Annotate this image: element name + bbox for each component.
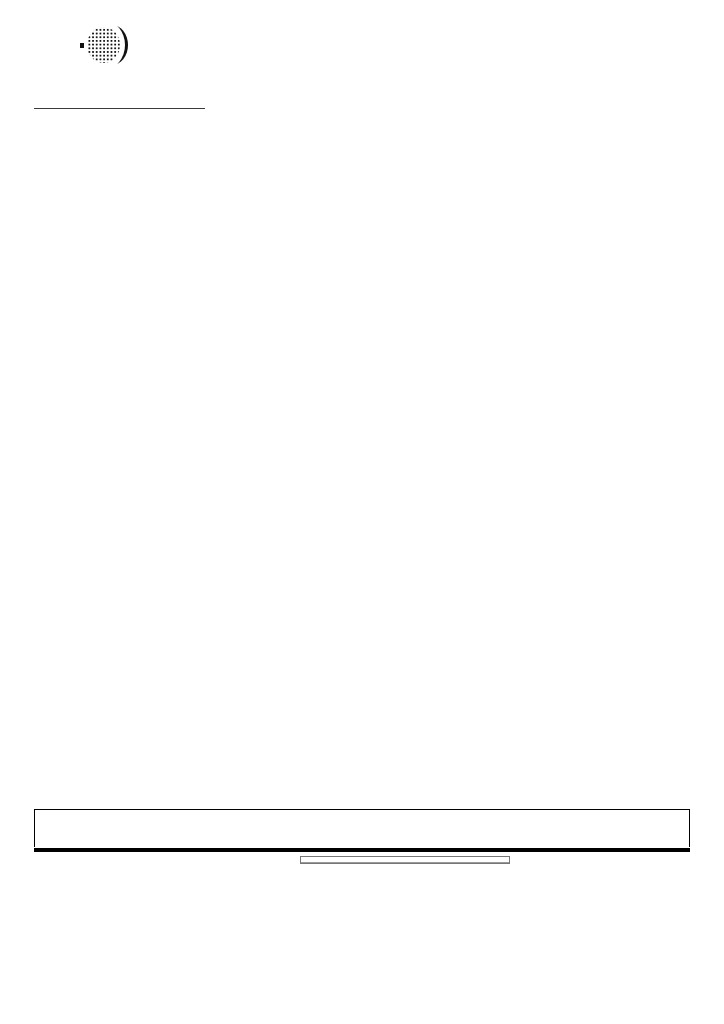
released-block: [136, 854, 196, 857]
seeded-teams-table: [300, 856, 510, 864]
prize-table: [34, 809, 690, 847]
seeded-teams-section: [300, 852, 510, 864]
retirements-section: [604, 852, 690, 870]
withdrawals-section: [516, 852, 604, 870]
tournament-header: [0, 27, 724, 32]
tournament-director-block: [40, 854, 146, 857]
main-referee-block: [204, 854, 288, 857]
entry-table: [34, 108, 205, 109]
divider-bar: [34, 848, 690, 852]
